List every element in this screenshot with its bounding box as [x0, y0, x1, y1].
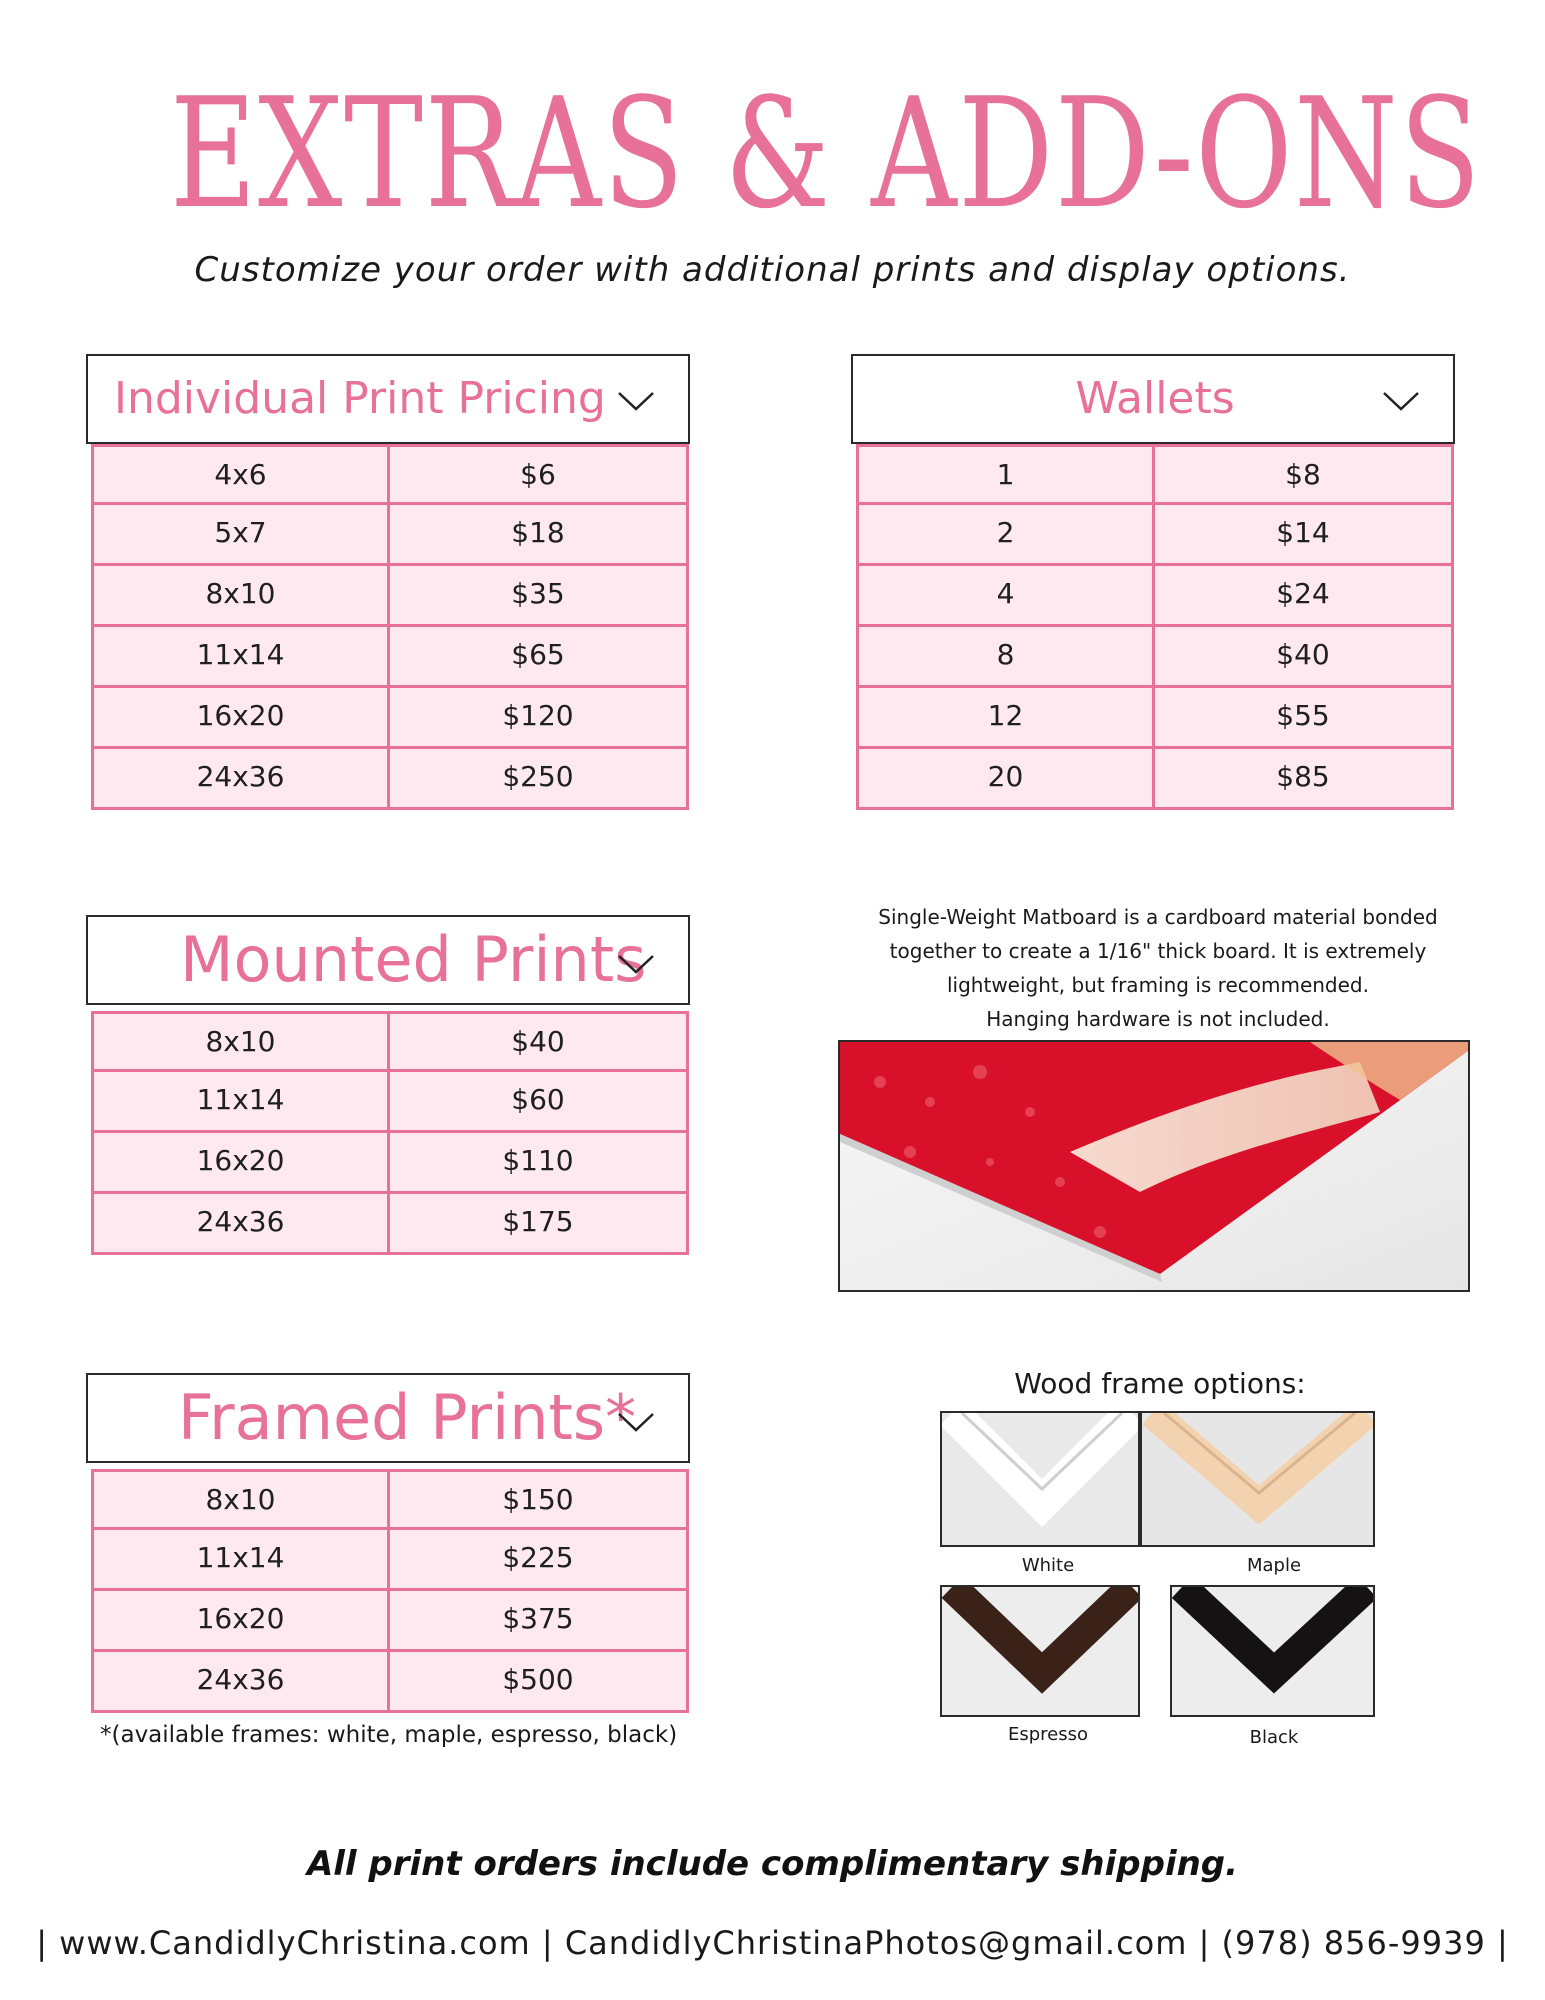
mounted-prints-heading: Mounted Prints: [180, 923, 647, 996]
frame-label-white: White: [1021, 1555, 1075, 1576]
white-frame-icon: [942, 1413, 1140, 1547]
frame-swatch-white[interactable]: [940, 1411, 1140, 1547]
price-cell: $375: [387, 1591, 689, 1652]
chevron-down-icon: [616, 390, 656, 412]
price-cell: $40: [387, 1011, 689, 1072]
chevron-down-icon: [616, 1411, 656, 1433]
wallets-dropdown[interactable]: [851, 354, 1455, 444]
size-cell: 8x10: [91, 566, 390, 627]
size-cell: 1: [856, 444, 1155, 505]
frame-options-title: Wood frame options:: [1014, 1367, 1306, 1400]
size-cell: 8x10: [91, 1469, 390, 1530]
frame-label-maple: Maple: [1246, 1555, 1302, 1576]
price-cell: $65: [387, 627, 689, 688]
matboard-line: together to create a 1/16" thick board. It is extremely: [889, 939, 1427, 963]
size-cell: 2: [856, 505, 1155, 566]
size-cell: 24x36: [91, 1652, 390, 1713]
price-cell: $110: [387, 1133, 689, 1194]
framed-prints-panel: [86, 1373, 690, 1713]
price-cell: $6: [387, 444, 689, 505]
price-cell: $60: [387, 1072, 689, 1133]
chevron-down-icon: [616, 953, 656, 975]
size-cell: 4x6: [91, 444, 390, 505]
size-cell: 16x20: [91, 688, 390, 749]
price-cell: $18: [387, 505, 689, 566]
matboard-line: Hanging hardware is not included.: [986, 1007, 1330, 1031]
price-cell: $8: [1152, 444, 1454, 505]
framed-footnote: *(available frames: white, maple, espresso, black): [100, 1722, 678, 1748]
individual-print-pricing-heading: Individual Print Pricing: [114, 373, 606, 424]
frame-swatch-maple[interactable]: [1140, 1411, 1375, 1547]
size-cell: 16x20: [91, 1591, 390, 1652]
price-cell: $120: [387, 688, 689, 749]
contact-info: | www.CandidlyChristina.com | CandidlyChristinaPhotos@gmail.com | (978) 856-9939 |: [36, 1924, 1509, 1962]
shipping-note: All print orders include complimentary shipping.: [306, 1844, 1239, 1884]
mounted-print-illustration: [840, 1042, 1470, 1292]
frame-label-espresso: Espresso: [1007, 1724, 1089, 1745]
size-cell: 16x20: [91, 1133, 390, 1194]
size-cell: 11x14: [91, 1530, 390, 1591]
wallets-panel: [851, 354, 1455, 816]
size-cell: 8x10: [91, 1011, 390, 1072]
maple-frame-icon: [1142, 1413, 1375, 1547]
page-title: EXTRAS & ADD-ONS: [169, 65, 1483, 242]
size-cell: 24x36: [91, 1194, 390, 1255]
framed-prints-dropdown[interactable]: [86, 1373, 690, 1463]
mounted-prints-panel: [86, 915, 690, 1255]
price-cell: $35: [387, 566, 689, 627]
price-cell: $24: [1152, 566, 1454, 627]
price-cell: $225: [387, 1530, 689, 1591]
price-cell: $85: [1152, 749, 1454, 810]
size-cell: 20: [856, 749, 1155, 810]
mounted-prints-dropdown[interactable]: [86, 915, 690, 1005]
price-cell: $40: [1152, 627, 1454, 688]
individual-print-pricing-dropdown[interactable]: [86, 354, 690, 444]
frame-swatch-espresso[interactable]: [940, 1585, 1140, 1717]
matboard-description: [838, 900, 1478, 1036]
price-cell: $14: [1152, 505, 1454, 566]
wallets-heading: Wallets: [1075, 373, 1235, 424]
size-cell: 4: [856, 566, 1155, 627]
size-cell: 12: [856, 688, 1155, 749]
individual-print-pricing-panel: [86, 354, 690, 816]
size-cell: 5x7: [91, 505, 390, 566]
price-cell: $175: [387, 1194, 689, 1255]
espresso-frame-icon: [942, 1587, 1140, 1717]
size-cell: 11x14: [91, 627, 390, 688]
size-cell: 24x36: [91, 749, 390, 810]
matboard-line: Single-Weight Matboard is a cardboard material bonded: [878, 905, 1438, 929]
page-subtitle: Customize your order with additional prints and display options.: [194, 250, 1351, 290]
size-cell: 11x14: [91, 1072, 390, 1133]
matboard-line: lightweight, but framing is recommended.: [947, 973, 1369, 997]
size-cell: 8: [856, 627, 1155, 688]
chevron-down-icon: [1381, 390, 1421, 412]
framed-prints-heading: Framed Prints*: [178, 1381, 637, 1454]
black-frame-icon: [1172, 1587, 1375, 1717]
frame-swatch-black[interactable]: [1170, 1585, 1375, 1717]
price-cell: $55: [1152, 688, 1454, 749]
price-cell: $150: [387, 1469, 689, 1530]
price-cell: $250: [387, 749, 689, 810]
frame-label-black: Black: [1249, 1727, 1299, 1748]
mounted-print-photo: [838, 1040, 1470, 1292]
price-cell: $500: [387, 1652, 689, 1713]
